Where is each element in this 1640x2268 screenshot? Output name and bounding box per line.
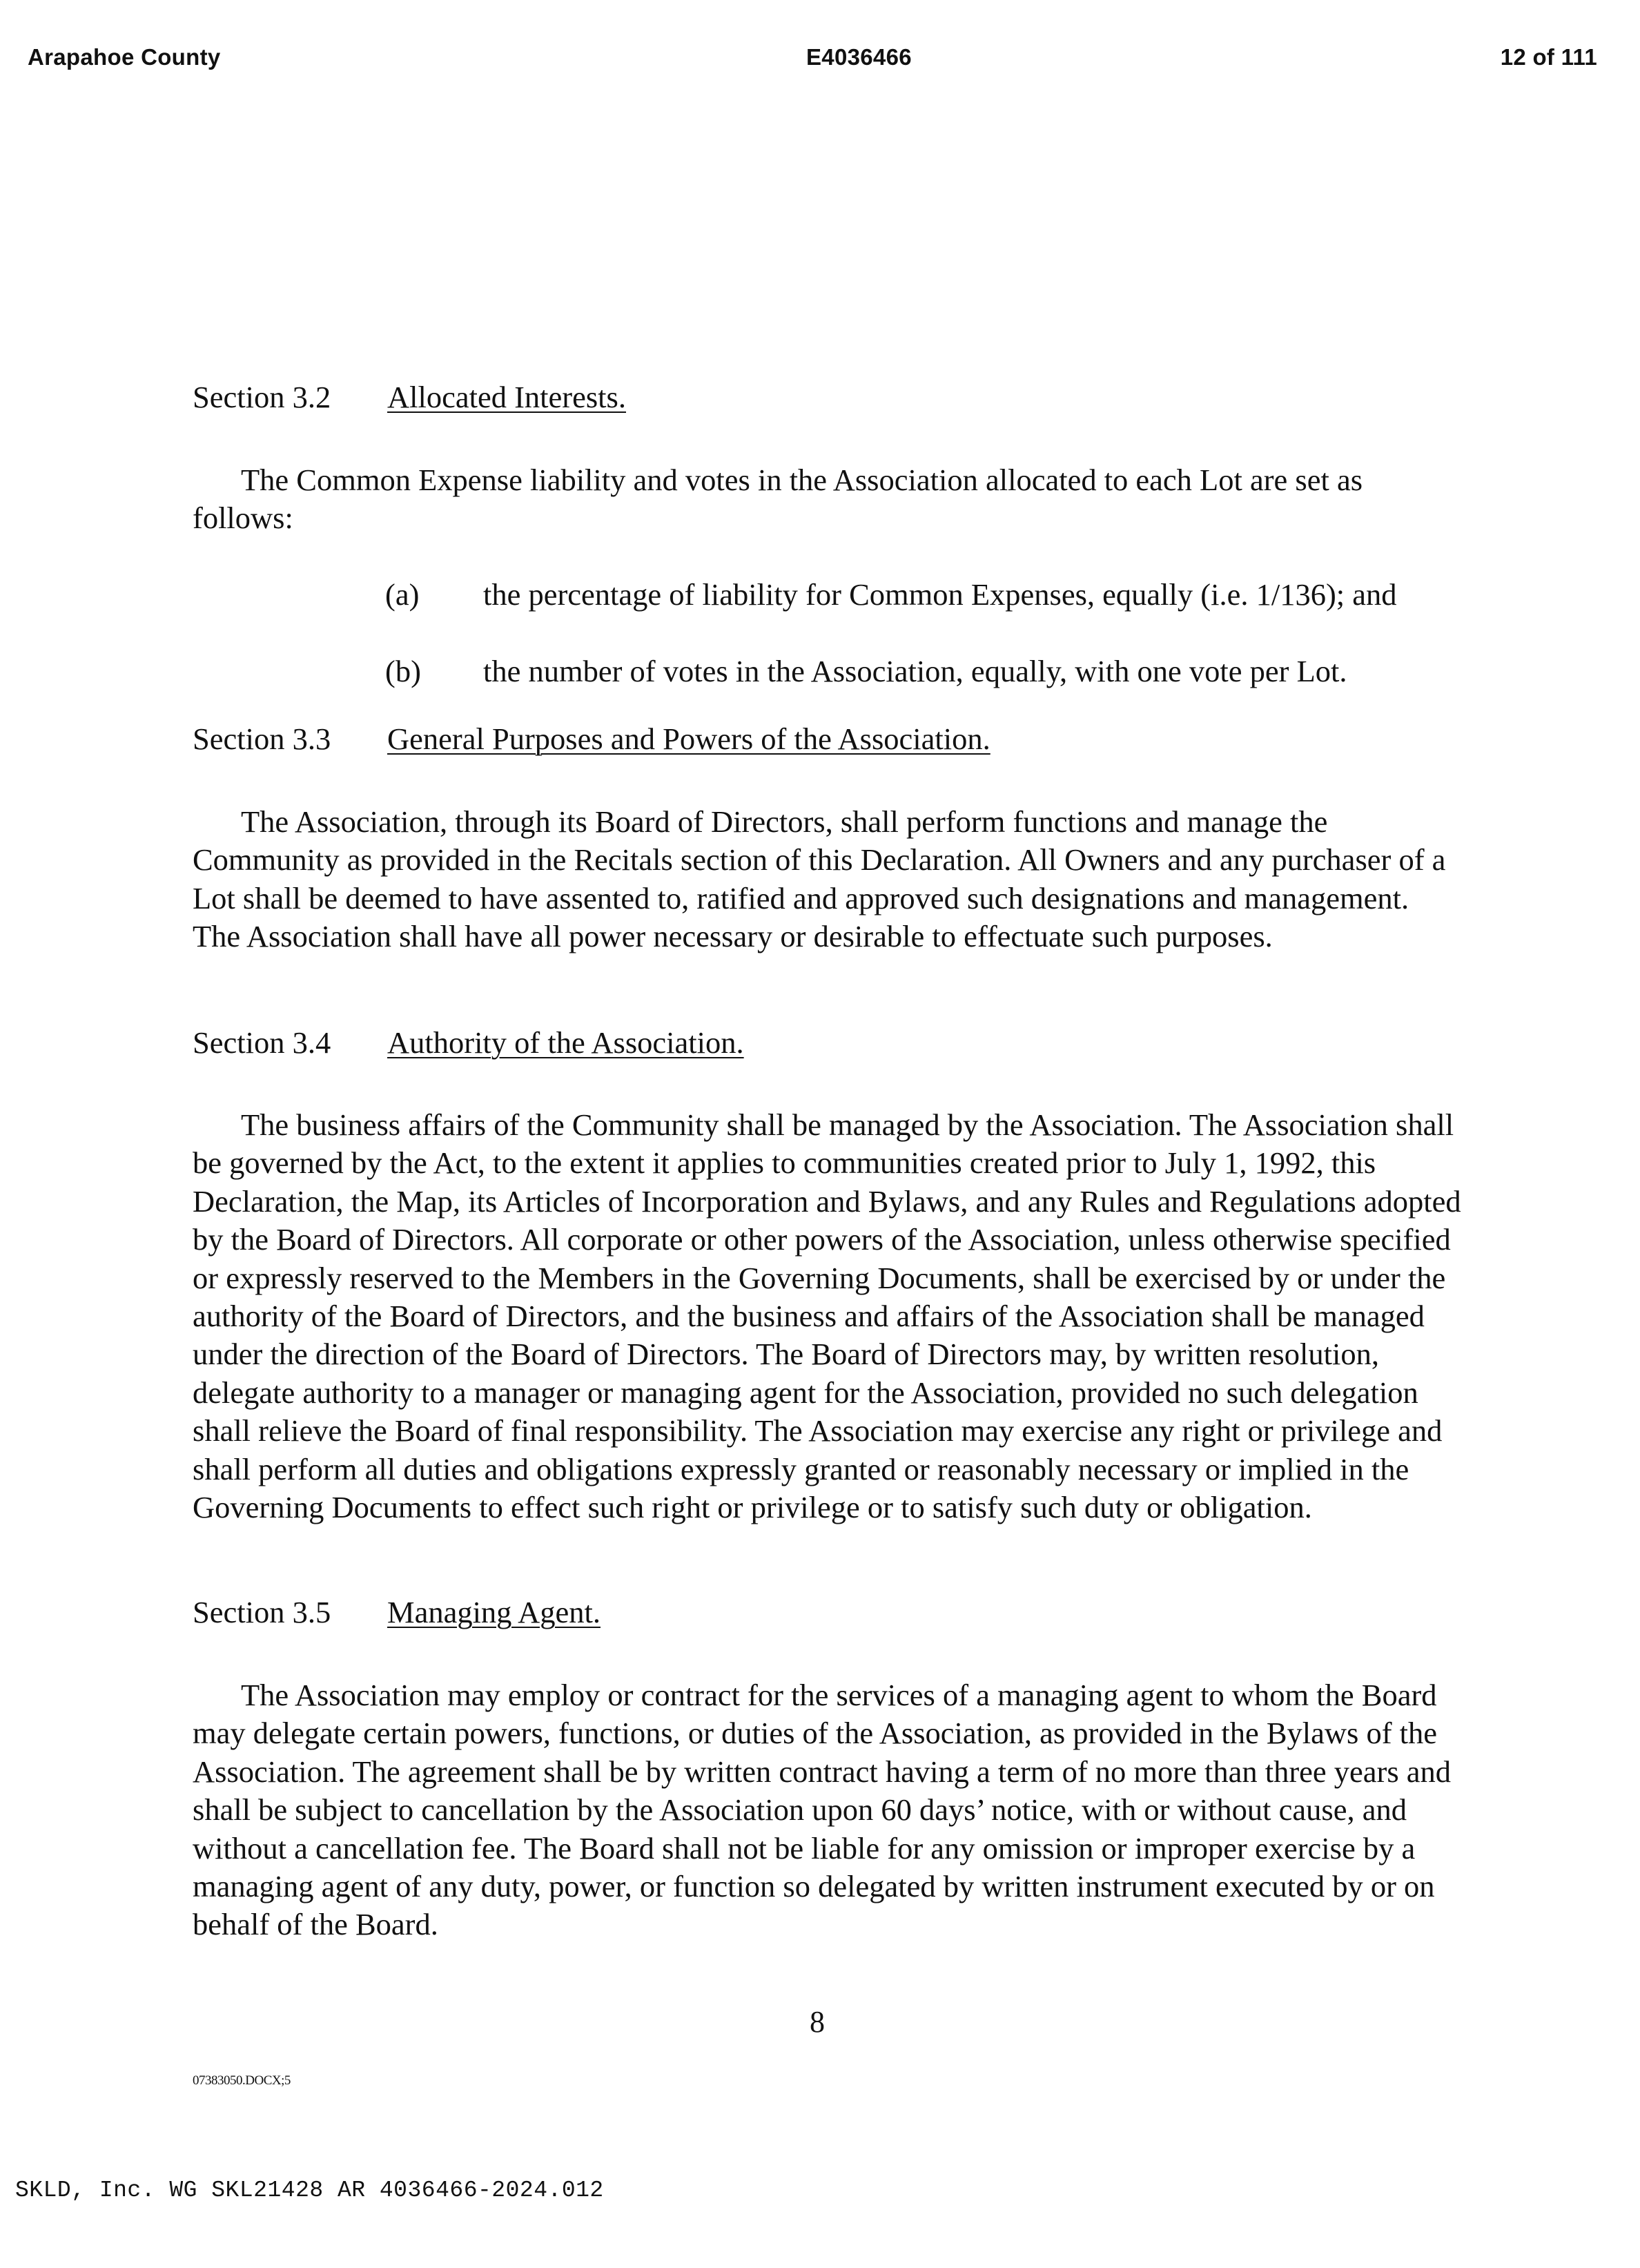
section-number: Section 3.4 (193, 1025, 331, 1060)
section-title: Authority of the Association. (387, 1025, 744, 1060)
section-3-5-body: The Association may employ or contract for the services of a managing agent to whom the Board may delegate certain powers, functions, or duties of the Association, as provided in the Bylaws of the Association. The agreement shall be by written contract having a term of no more than three years and shall be subject to cancellation by the Association upon 60 days’ notice, with or without cause, and without a cancellation fee. The Board shall not be liable for any omission or improper exercise by a managing agent of any duty, power, or function so delegated by written instrument executed by or on behalf of the Board. (193, 1678, 1452, 1942)
section-3-3-heading (193, 720, 990, 758)
list-item-b (385, 652, 1347, 690)
section-3-4-body: The business affairs of the Community shall be managed by the Association. The Association shall be governed by the Act, to the extent it applies to communities created prior to July 1, 1992, this Declaration, the Map, its Articles of Incorporation and Bylaws, and any Rules and Regulations adopted by the Board of Directors. All corporate or other powers of the Association, unless otherwise specified or expressly reserved to the Members in the Governing Documents, shall be exercised by or under the authority of the Board of Directors, and the business and affairs of the Association shall be managed under the direction of the Board of Directors. The Board of Directors may, by written resolution, delegate authority to a manager or managing agent for the Association, provided no such delegation shall relieve the Board of final responsibility. The Association may exercise any right or privilege and shall perform all duties and obligations expressly granted or reasonably necessary or implied in the Governing Documents to effect such right or privilege or to satisfy such duty or obligation. (193, 1107, 1461, 1525)
document-id: 07383050.DOCX;5 (193, 2073, 291, 2088)
section-number: Section 3.5 (193, 1595, 331, 1629)
section-number: Section 3.2 (193, 380, 331, 414)
header-page-count: 12 of 111 (1500, 44, 1597, 70)
section-3-2-heading (193, 378, 626, 416)
page-number: 8 (810, 2005, 825, 2039)
list-item-text: the percentage of liability for Common Expenses, equally (i.e. 1/136); and (483, 577, 1397, 612)
section-title: Allocated Interests. (387, 380, 626, 414)
list-item-text: the number of votes in the Association, equally, with one vote per Lot. (483, 654, 1347, 688)
header-county: Arapahoe County (28, 44, 221, 70)
list-marker: (b) (385, 654, 421, 688)
recording-stamp: SKLD, Inc. WG SKL21428 AR 4036466-2024.012 (15, 2178, 604, 2203)
list-marker: (a) (385, 577, 420, 612)
section-3-5-heading (193, 1593, 601, 1631)
section-3-2-intro: The Common Expense liability and votes in the Association allocated to each Lot are set as follows: (193, 463, 1363, 536)
header-reception-number: E4036466 (806, 44, 912, 70)
list-item-a (385, 576, 1397, 614)
section-3-4-heading (193, 1024, 744, 1062)
section-title: General Purposes and Powers of the Association. (387, 721, 990, 756)
section-3-3-body: The Association, through its Board of Directors, shall perform functions and manage the Community as provided in the Recitals section of this Declaration. All Owners and any purchaser of a Lot shall be deemed to have assented to, ratified and approved such designations and management. The Association shall have all power necessary or desirable to effectuate such purposes. (193, 804, 1446, 954)
section-number: Section 3.3 (193, 721, 331, 756)
section-title: Managing Agent. (387, 1595, 601, 1629)
